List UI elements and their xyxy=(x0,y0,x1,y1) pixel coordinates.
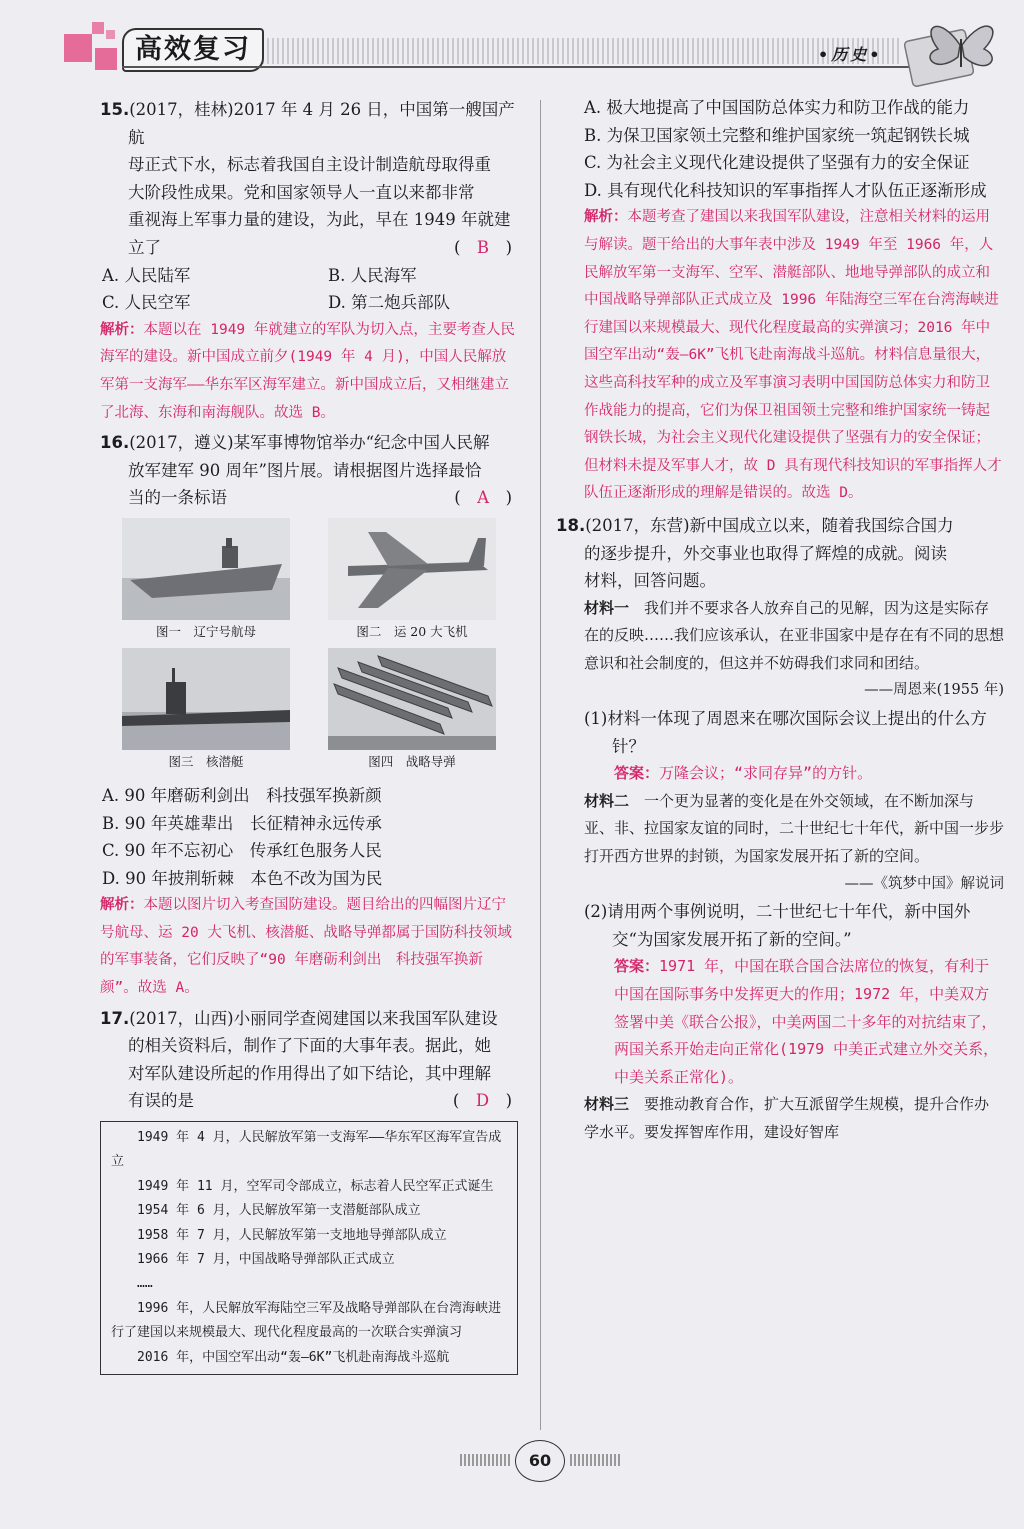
table-row: 1996 年，人民解放军海陆空三军及战略导弹部队在台湾海峡进行了建国以来规模最大、现代化程度最高的一次联合实弹演习 xyxy=(111,1300,502,1341)
option-a: A. 90 年磨砺利剑出 科技强军换新颜 xyxy=(102,785,382,805)
question-text-line: 当的一条标语 xyxy=(128,488,227,508)
analysis-label: 解析： xyxy=(100,897,144,914)
answer-value: D xyxy=(475,1091,490,1111)
question-text-line: 材料，回答问题。 xyxy=(584,571,716,591)
answer-block xyxy=(584,953,1004,1091)
answer-bracket: ( D ) xyxy=(452,1091,512,1111)
header-rule xyxy=(122,66,912,68)
material-1 xyxy=(584,595,1004,678)
table-row: 1949 年 4 月，人民解放军第一支海军——华东军区海军宣告成立 xyxy=(111,1130,502,1170)
page-number: 60 xyxy=(515,1440,565,1482)
answer-text: 1971 年，中国在联合国合法席位的恢复，有利于中国在国际事务中发挥更大的作用；1972 年，中美双方签署中美《联合公报》，中美两国二十多年的对抗结束了，两国关系开始走向正常化(1979 中美正式建立外交关系，中美关系正常化)。 xyxy=(614,957,999,1086)
transport-plane-image xyxy=(328,518,496,620)
material-text: 要推动教育合作，扩大互派留学生规模，提升合作办学水平。要发挥智库作用，建设好智库 xyxy=(584,1095,990,1141)
answer-label: 答案： xyxy=(614,957,660,976)
figure-grid xyxy=(100,518,518,780)
chronology-table xyxy=(100,1121,518,1375)
header-stripe xyxy=(262,38,902,64)
analysis-block xyxy=(584,204,1004,508)
submarine-image xyxy=(122,648,290,750)
question-text-line: 的逐步提升，外交事业也取得了辉煌的成就。阅读 xyxy=(584,543,947,563)
question-text-line: 放军建军 90 周年”图片展。请根据图片选择最恰 xyxy=(128,460,482,480)
table-row: …… xyxy=(137,1276,153,1292)
figure-1 xyxy=(122,518,290,642)
question-text-line: 大阶段性成果。党和国家领导人一直以来都非常 xyxy=(128,182,475,202)
header-decoration-square xyxy=(64,34,92,62)
option-c: C. 90 年不忘初心 传承红色服务人民 xyxy=(102,841,382,861)
question-text-line: 立了 xyxy=(128,237,161,257)
sub-question-1: (1)材料一体现了周恩来在哪次国际会议上提出的什么方针？ xyxy=(584,709,987,756)
page-header xyxy=(0,0,1024,95)
question-16 xyxy=(100,429,518,1003)
question-18 xyxy=(556,512,1005,1147)
question-text-line: (2017，山西)小丽同学查阅建国以来我国军队建设 xyxy=(129,1008,498,1028)
option-d: D. 具有现代化科技知识的军事指挥人才队伍正逐渐形成 xyxy=(584,180,987,200)
question-17 xyxy=(100,1005,518,1375)
answer-bracket: ( B ) xyxy=(453,237,512,257)
figure-2 xyxy=(328,518,496,642)
analysis-text: 本题以图片切入考查国防建设。题目给出的四幅图片辽宁号航母、运 20 大飞机、核潜艇、战略导弹都属于国防科技领域的军事装备，它们反映了“90 年磨砺利剑出 科技强军换新颜”。故选 A。 xyxy=(100,897,512,997)
question-text-line: (2017，东营)新中国成立以来，随着我国综合国力 xyxy=(585,515,954,535)
analysis-label: 解析： xyxy=(584,209,628,226)
option-c: C. 人民空军 xyxy=(102,293,191,313)
table-row: 2016 年，中国空军出动“轰—6K”飞机赴南海战斗巡航 xyxy=(137,1349,450,1365)
header-decoration-square xyxy=(95,48,117,70)
table-row: 1949 年 11 月，空军司令部成立，标志着人民空军正式诞生 xyxy=(137,1178,494,1194)
answer-block xyxy=(584,760,1004,788)
butterfly-icon xyxy=(900,5,1010,93)
page-bar-stripe xyxy=(570,1454,620,1466)
header-decoration-square xyxy=(106,30,115,39)
option-b: B. 90 年英雄辈出 长征精神永远传承 xyxy=(102,813,382,833)
option-d: D. 90 年披荆斩棘 本色不改为国为民 xyxy=(102,868,383,888)
option-d: D. 第二炮兵部队 xyxy=(328,293,451,313)
table-row: 1954 年 6 月，人民解放军第一支潜艇部队成立 xyxy=(137,1203,421,1219)
question-number: 18. xyxy=(556,515,586,535)
question-number: 16. xyxy=(100,433,130,453)
material-source: ——《筑梦中国》解说词 xyxy=(844,875,1004,892)
figure-4 xyxy=(328,648,496,772)
question-text-line: (2017，遵义)某军事博物馆举办“纪念中国人民解 xyxy=(129,433,490,453)
option-a: A. 极大地提高了中国国防总体实力和防卫作战的能力 xyxy=(584,98,970,117)
figure-caption: 图一 辽宁号航母 xyxy=(155,623,256,639)
analysis-block xyxy=(100,317,518,427)
figure-caption: 图四 战略导弹 xyxy=(368,753,456,769)
material-label: 材料一 xyxy=(584,598,630,617)
aircraft-carrier-image xyxy=(122,518,290,620)
material-text: 一个更为显著的变化是在外交领域，在不断加深与亚、非、拉国家友谊的同时，二十世纪七十年代，新中国一步步打开西方世界的封锁，为国家发展开拓了新的空间。 xyxy=(584,791,1005,866)
question-15 xyxy=(100,96,518,427)
option-b: B. 为保卫国家领土完整和维护国家统一筑起钢铁长城 xyxy=(584,125,970,145)
missile-image xyxy=(328,648,496,750)
material-3 xyxy=(584,1091,1004,1146)
question-text-line: 母正式下水，标志着我国自主设计制造航母取得重 xyxy=(128,155,491,175)
book-title: 高效复习 xyxy=(122,28,264,72)
left-column xyxy=(100,96,518,1375)
analysis-block xyxy=(100,892,518,1002)
figure-3 xyxy=(122,648,290,772)
figure-caption: 图三 核潜艇 xyxy=(168,753,244,769)
answer-value: B xyxy=(476,237,490,257)
answer-bracket: ( A ) xyxy=(454,488,512,508)
table-row: 1966 年 7 月，中国战略导弹部队正式成立 xyxy=(137,1252,395,1268)
material-label: 材料二 xyxy=(584,791,630,810)
material-text: 我们并不要求各人放弃自己的见解，因为这是实际存在的反映……我们应该承认，在亚非国家中是存在有不同的思想意识和社会制度的，但这并不妨碍我们求同和团结。 xyxy=(584,598,1005,672)
question-text-line: 对军队建设所起的作用得出了如下结论，其中理解 xyxy=(128,1063,491,1083)
column-divider xyxy=(540,100,541,1430)
material-label: 材料三 xyxy=(584,1095,630,1114)
question-text-line: (2017，桂林)2017 年 4 月 26 日，中国第一艘国产航 xyxy=(128,100,515,147)
page-number-bar xyxy=(460,1440,620,1480)
option-a: A. 人民陆军 xyxy=(102,265,191,285)
question-text-line: 的相关资料后，制作了下面的大事年表。据此，她 xyxy=(128,1036,491,1056)
figure-caption: 图二 运 20 大飞机 xyxy=(356,623,468,639)
header-decoration-square xyxy=(92,22,104,34)
answer-value: A xyxy=(477,488,490,508)
question-number: 17. xyxy=(100,1008,130,1028)
subject-label: •历史• xyxy=(818,45,883,64)
question-text-line: 重视海上军事力量的建设，为此，早在 1949 年就建 xyxy=(128,210,511,230)
material-2 xyxy=(584,788,1004,871)
sub-question-2: (2)请用两个事例说明，二十世纪七十年代，新中国外交“为国家发展开拓了新的空间。” xyxy=(584,902,971,949)
page-bar-stripe xyxy=(460,1454,510,1466)
question-text-line: 有误的是 xyxy=(128,1091,194,1111)
analysis-label: 解析： xyxy=(100,321,144,338)
material-source: ——周恩来(1955 年) xyxy=(864,682,1004,699)
option-c: C. 为社会主义现代化建设提供了坚强有力的安全保证 xyxy=(584,153,970,173)
table-row: 1958 年 7 月，人民解放军第一支地地导弹部队成立 xyxy=(137,1227,447,1243)
option-b: B. 人民海军 xyxy=(328,265,417,285)
right-column xyxy=(556,94,1005,1147)
question-number: 15. xyxy=(100,100,130,119)
analysis-text: 本题以在 1949 年就建立的军队为切入点，主要考查人民海军的建设。新中国成立前夕(1949 年 4 月)，中国人民解放军第一支海军——华东军区海军建立。新中国成立后，又相继建立了北海、东海和南海舰队。故选 B。 xyxy=(100,321,515,421)
analysis-text: 本题考查了建国以来我国军队建设，注意相关材料的运用与解读。题干给出的大事年表中涉及 1949 年至 1966 年，人民解放军第一支海军、空军、潜艇部队、地地导弹部队的成立和中国战略导弹部队正式成立及 1996 年陆海空三军在台湾海峡进行建国以来规模最大、现代化程度最高的实弹演习；2016 年中国空军出动“轰—6K”飞机飞赴南海战斗巡航。材料信息量很大，这些高科技军种的成立及军事演习表明中国国防总体实力和防卫作战能力的提高，它们为保卫祖国领土完整和维护国家统一铸起钢铁长城，为社会主义现代化建设提供了坚强有力的安全保证；但材料未提及军事人才，故 D 具有现代科技知识的军事指挥人才队伍正逐渐形成的理解是错误的。故选 D。 xyxy=(584,209,1002,502)
answer-label: 答案： xyxy=(614,764,660,783)
answer-text: 万隆会议；“求同存异”的方针。 xyxy=(659,764,873,783)
